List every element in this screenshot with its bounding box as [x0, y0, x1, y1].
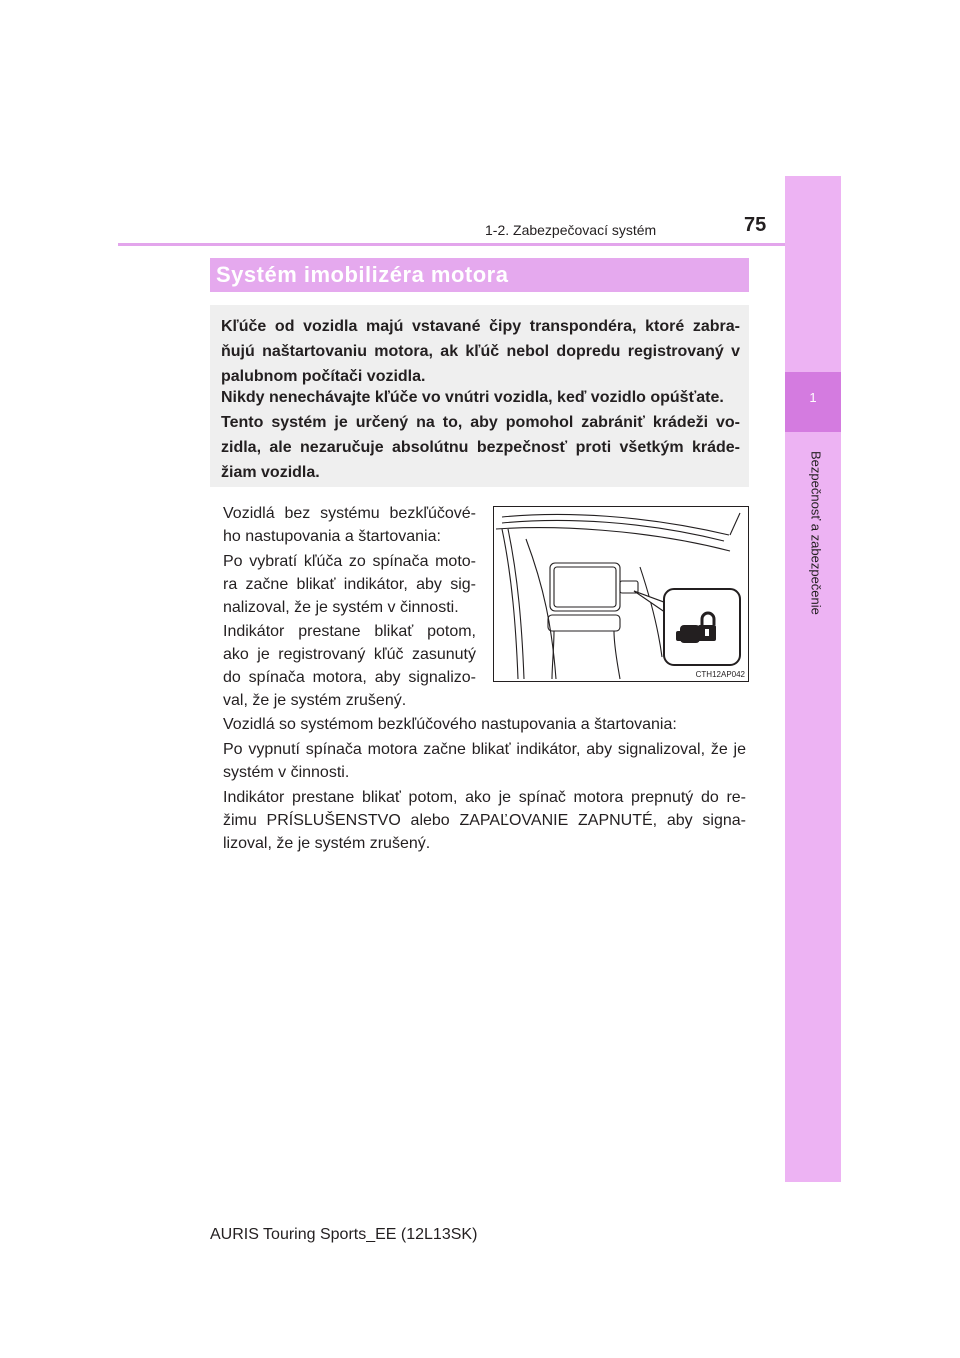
body-paragraph-4: Vozidlá so systémom bezkľúčového nastupovania a štartovania: — [223, 716, 677, 733]
body-paragraph-2: Po vybratí kľúča zo spínača moto-ra začne blikať indikátor, aby sig-nalizoval, že je systém v činnosti. — [223, 553, 476, 616]
body-paragraph-1: Vozidlá bez systému bezkľúčové-ho nastupovania a štartovania: — [223, 505, 476, 545]
intro-paragraph-2: Nikdy nenechávajte kľúče vo vnútri vozidla, keď vozidlo opúšťate. — [221, 389, 724, 406]
chapter-title: Bezpečnosť a zabezpečenie — [808, 451, 824, 615]
dashboard-illustration — [493, 506, 749, 682]
body-paragraph-3: Indikátor prestane blikať potom, ako je registrovaný kľúč zasunutý do spínača motora, aby signalizo-val, že je systém zrušený. — [223, 623, 476, 709]
figure-code: CTH12AP042 — [695, 670, 745, 679]
chapter-title-vertical — [806, 438, 826, 628]
side-chapter-tab — [785, 176, 841, 1182]
body-paragraph-5: Po vypnutí spínača motora začne blikať indikátor, aby signalizoval, že je systém v činnosti. — [223, 741, 746, 781]
header-divider — [118, 243, 785, 246]
dashboard-drawing — [494, 507, 748, 681]
body-paragraph-6: Indikátor prestane blikať potom, ako je spínač motora prepnutý do re-žimu PRÍSLUŠENSTVO alebo ZAPAĽOVANIE ZAPNUTÉ, aby signa-lizoval, že je systém zrušený. — [223, 789, 746, 852]
page-number: 75 — [744, 214, 767, 236]
running-header-section: 1-2. Zabezpečovací systém — [485, 222, 657, 238]
intro-paragraph-3: Tento systém je určený na to, aby pomohol zabrániť krádeži vo-zidla, ale nezaručuje absolútnu bezpečnosť proti všetkým kráde-žiam vozidla. — [221, 414, 740, 481]
chapter-number: 1 — [785, 372, 841, 432]
intro-paragraph-1: Kľúče od vozidla majú vstavané čipy transpondéra, ktoré zabra-ňujú naštartovaniu motora, ak kľúč nebol dopredu registrovaný v palubnom počítači vozidla. — [221, 318, 740, 385]
footer-model: AURIS Touring Sports_EE (12L13SK) — [210, 1226, 478, 1243]
section-title: Systém imobilizéra motora — [216, 262, 509, 287]
